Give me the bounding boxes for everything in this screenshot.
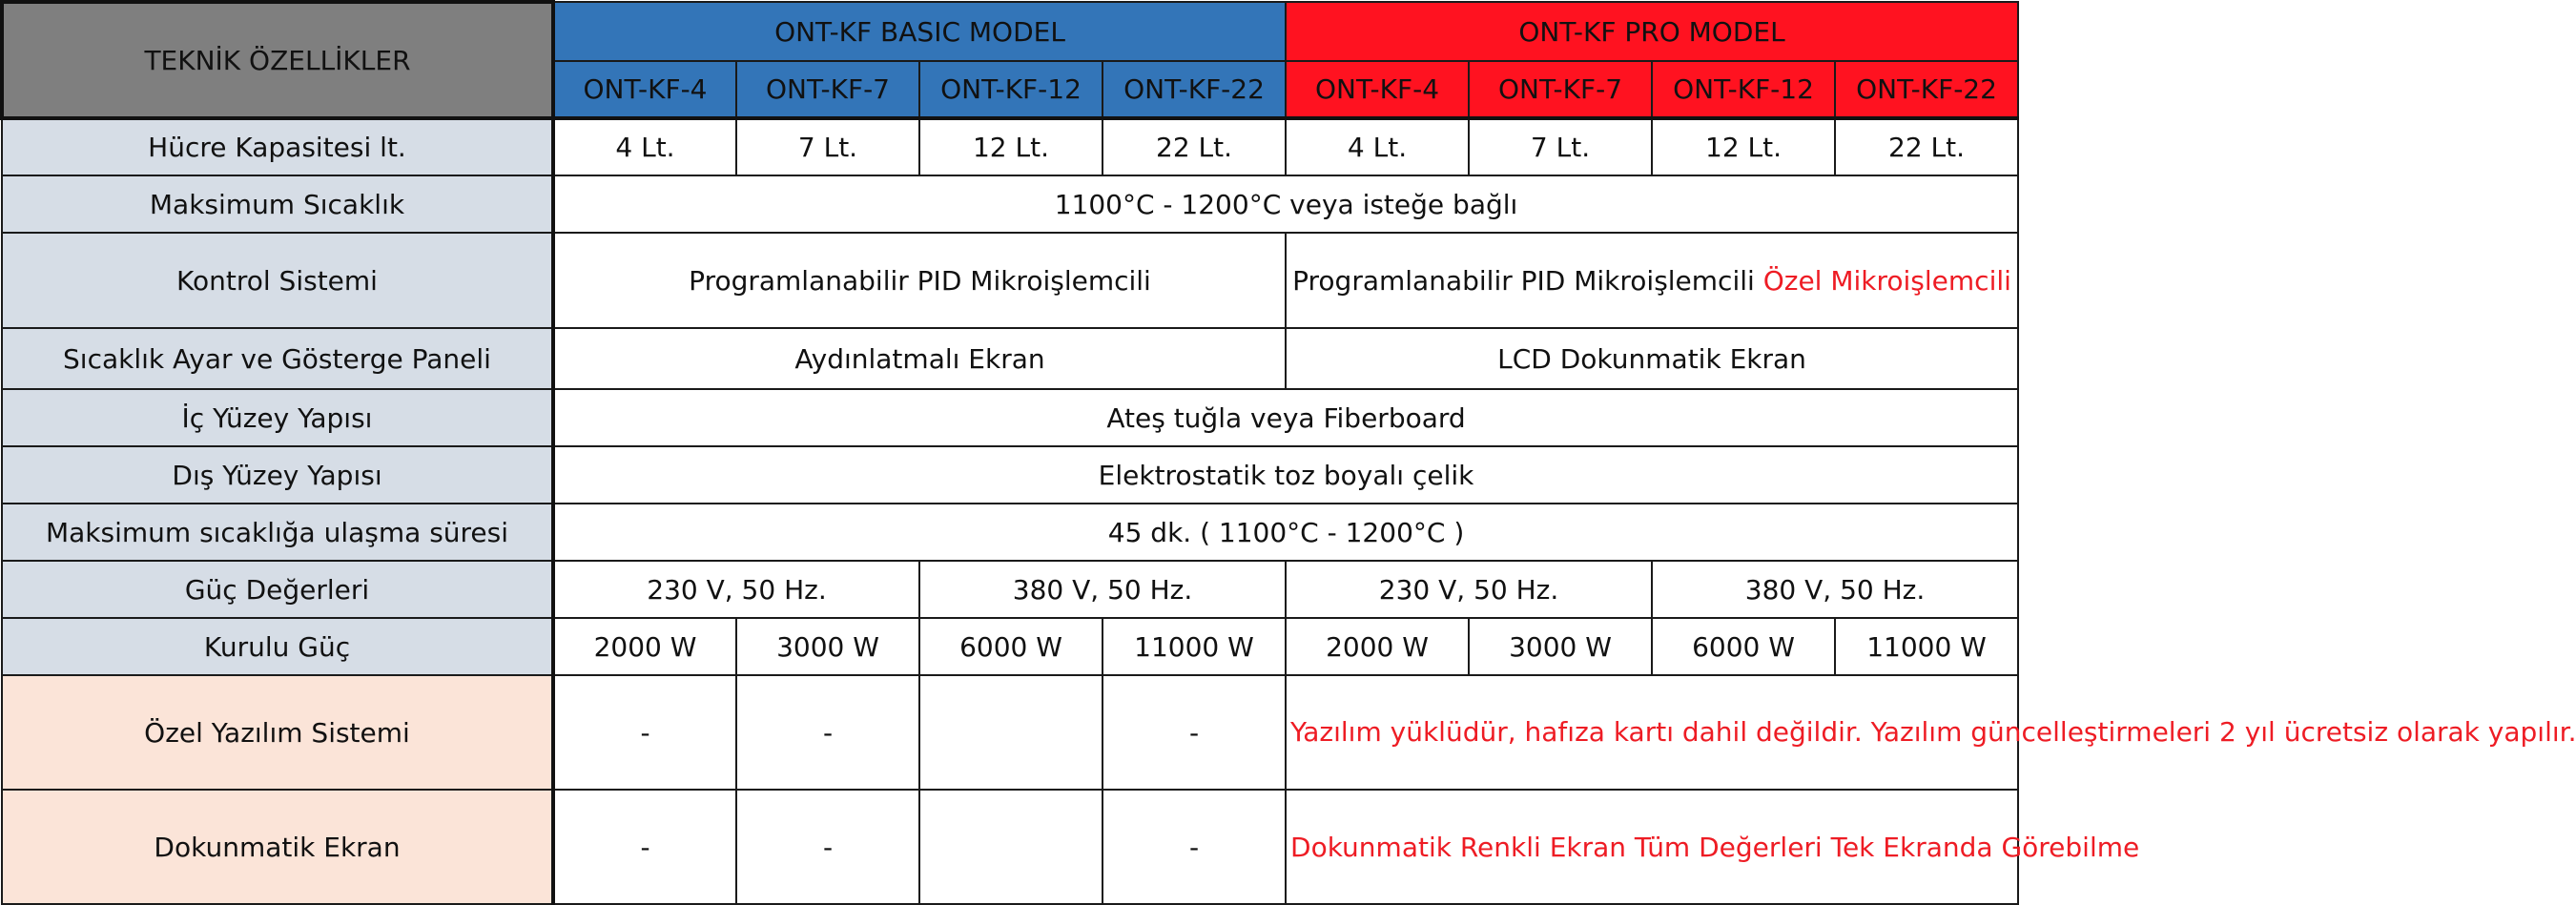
cell-value: 380 V, 50 Hz. (1652, 561, 2018, 618)
cell-value: 6000 W (919, 618, 1103, 675)
row-software (2, 675, 2018, 790)
pro-model-header: ONT-KF PRO MODEL (1286, 2, 2018, 61)
basic-model-header: ONT-KF BASIC MODEL (553, 2, 1286, 61)
cell-value: 380 V, 50 Hz. (919, 561, 1286, 618)
row-touch (2, 790, 2018, 904)
row-label: Kurulu Güç (2, 618, 553, 675)
dash-cell: - (553, 790, 736, 904)
cell-value: 1100°C - 1200°C veya isteğe bağlı (553, 175, 2018, 233)
cell-value: 6000 W (1652, 618, 1835, 675)
cell-value: Programlanabilir PID Mikroişlemcili (553, 233, 1286, 328)
dash-cell: - (736, 790, 919, 904)
basic-model-name: ONT-KF-22 (1103, 61, 1286, 118)
dash-cell: - (736, 675, 919, 790)
row-control (2, 233, 2018, 328)
row-label: Maksimum Sıcaklık (2, 175, 553, 233)
control-pro-text: Programlanabilir PID Mikroişlemcili (1292, 264, 1755, 297)
row-label: İç Yüzey Yapısı (2, 389, 553, 446)
cell-value: Elektrostatik toz boyalı çelik (553, 446, 2018, 504)
row-label: Maksimum sıcaklığa ulaşma süresi (2, 504, 553, 561)
cell-value: 3000 W (736, 618, 919, 675)
dash-cell: - (1103, 790, 1286, 904)
pro-model-name: ONT-KF-4 (1286, 61, 1469, 118)
cell-value: 3000 W (1469, 618, 1652, 675)
header-row-models (2, 2, 2018, 61)
row-label: Hücre Kapasitesi lt. (2, 118, 553, 175)
cell-value: 4 Lt. (553, 118, 736, 175)
cell-value: 7 Lt. (736, 118, 919, 175)
cell-value: 12 Lt. (919, 118, 1103, 175)
row-heatup (2, 504, 2018, 561)
cell-value: Aydınlatmalı Ekran (553, 328, 1286, 389)
row-installed (2, 618, 2018, 675)
dash-cell: - (1103, 675, 1286, 790)
software-pro-note: Yazılım yüklüdür, hafıza kartı dahil değildir. Yazılım güncelleştirmeleri 2 yıl ücretsiz olarak yapılır. (1286, 675, 2018, 790)
row-label: Dokunmatik Ekran (2, 790, 553, 904)
basic-model-name: ONT-KF-4 (553, 61, 736, 118)
empty-cell (919, 790, 1103, 904)
basic-model-name: ONT-KF-7 (736, 61, 919, 118)
cell-value: 2000 W (1286, 618, 1469, 675)
row-panel (2, 328, 2018, 389)
pro-model-name: ONT-KF-7 (1469, 61, 1652, 118)
table-title: TEKNİK ÖZELLİKLER (2, 2, 553, 118)
cell-value: 22 Lt. (1103, 118, 1286, 175)
row-label: Dış Yüzey Yapısı (2, 446, 553, 504)
cell-value: Ateş tuğla veya Fiberboard (553, 389, 2018, 446)
row-max-temp (2, 175, 2018, 233)
cell-value: 2000 W (553, 618, 736, 675)
cell-value: 7 Lt. (1469, 118, 1652, 175)
cell-value: 4 Lt. (1286, 118, 1469, 175)
row-label: Kontrol Sistemi (2, 233, 553, 328)
cell-value: 11000 W (1835, 618, 2018, 675)
pro-model-name: ONT-KF-22 (1835, 61, 2018, 118)
basic-model-name: ONT-KF-12 (919, 61, 1103, 118)
row-label: Özel Yazılım Sistemi (2, 675, 553, 790)
row-label: Güç Değerleri (2, 561, 553, 618)
cell-value: 22 Lt. (1835, 118, 2018, 175)
cell-value (1286, 233, 2018, 328)
cell-value: 230 V, 50 Hz. (1286, 561, 1652, 618)
pro-model-name: ONT-KF-12 (1652, 61, 1835, 118)
cell-value: 12 Lt. (1652, 118, 1835, 175)
row-power (2, 561, 2018, 618)
touch-pro-note: Dokunmatik Renkli Ekran Tüm Değerleri Tek Ekranda Görebilme (1286, 790, 2018, 904)
cell-value: LCD Dokunmatik Ekran (1286, 328, 2018, 389)
dash-cell: - (553, 675, 736, 790)
cell-value: 45 dk. ( 1100°C - 1200°C ) (553, 504, 2018, 561)
row-outer (2, 446, 2018, 504)
cell-value: 230 V, 50 Hz. (553, 561, 919, 618)
row-capacity (2, 118, 2018, 175)
empty-cell (919, 675, 1103, 790)
control-pro-highlight: Özel Mikroişlemcili (1762, 264, 2011, 297)
row-inner (2, 389, 2018, 446)
row-label: Sıcaklık Ayar ve Gösterge Paneli (2, 328, 553, 389)
cell-value: 11000 W (1103, 618, 1286, 675)
